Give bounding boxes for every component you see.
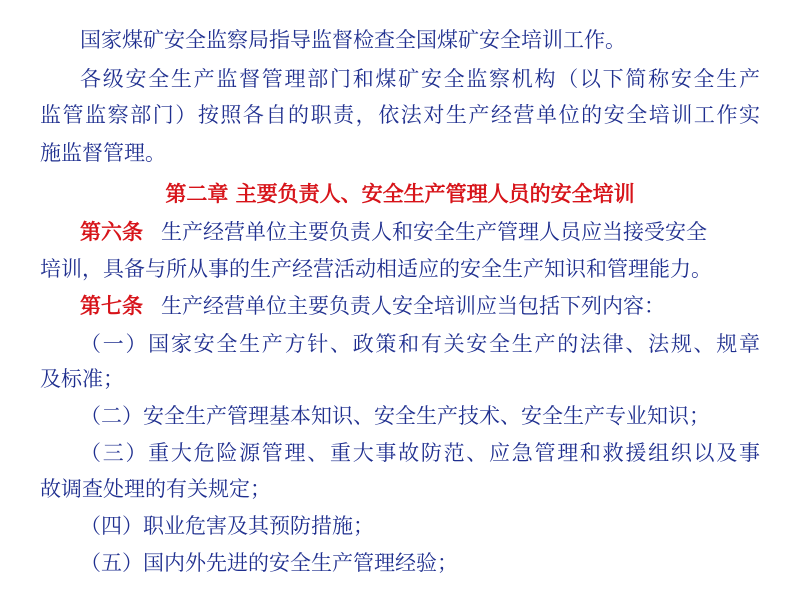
list-item-cont: 故调查处理的有关规定；	[40, 477, 271, 501]
text-line: 各级安全生产监督管理部门和煤矿安全监察机构（以下简称安全生产	[80, 67, 760, 91]
list-item: （四）职业危害及其预防措施；	[80, 514, 374, 538]
text-line: 施监督管理。	[40, 141, 166, 165]
article-text: 生产经营单位主要负责人安全培训应当包括下列内容：	[161, 294, 665, 318]
article-label: 第六条	[80, 220, 143, 244]
list-item: （三）重大危险源管理、重大事故防范、应急管理和救援组织以及事	[80, 441, 760, 465]
article-text: 生产经营单位主要负责人和安全生产管理人员应当接受安全	[161, 220, 707, 244]
text-line: 培训，具备与所从事的生产经营活动相适应的安全生产知识和管理能力。	[40, 257, 712, 281]
text-line: 国家煤矿安全监察局指导监督检查全国煤矿安全培训工作。	[80, 28, 626, 52]
list-item: （二）安全生产管理基本知识、安全生产技术、安全生产专业知识；	[80, 404, 710, 428]
list-item: （五）国内外先进的安全生产管理经验；	[80, 551, 458, 575]
article-6	[80, 214, 760, 250]
text-line: 监管监察部门）按照各自的职责，依法对生产经营单位的安全培训工作实	[40, 103, 760, 127]
list-item: （一）国家安全生产方针、政策和有关安全生产的法律、法规、规章	[80, 332, 760, 356]
article-7	[80, 288, 760, 324]
list-item-cont: 及标准；	[40, 367, 124, 391]
article-label: 第七条	[80, 294, 143, 318]
chapter-title: 第二章 主要负责人、安全生产管理人员的安全培训	[165, 182, 635, 206]
